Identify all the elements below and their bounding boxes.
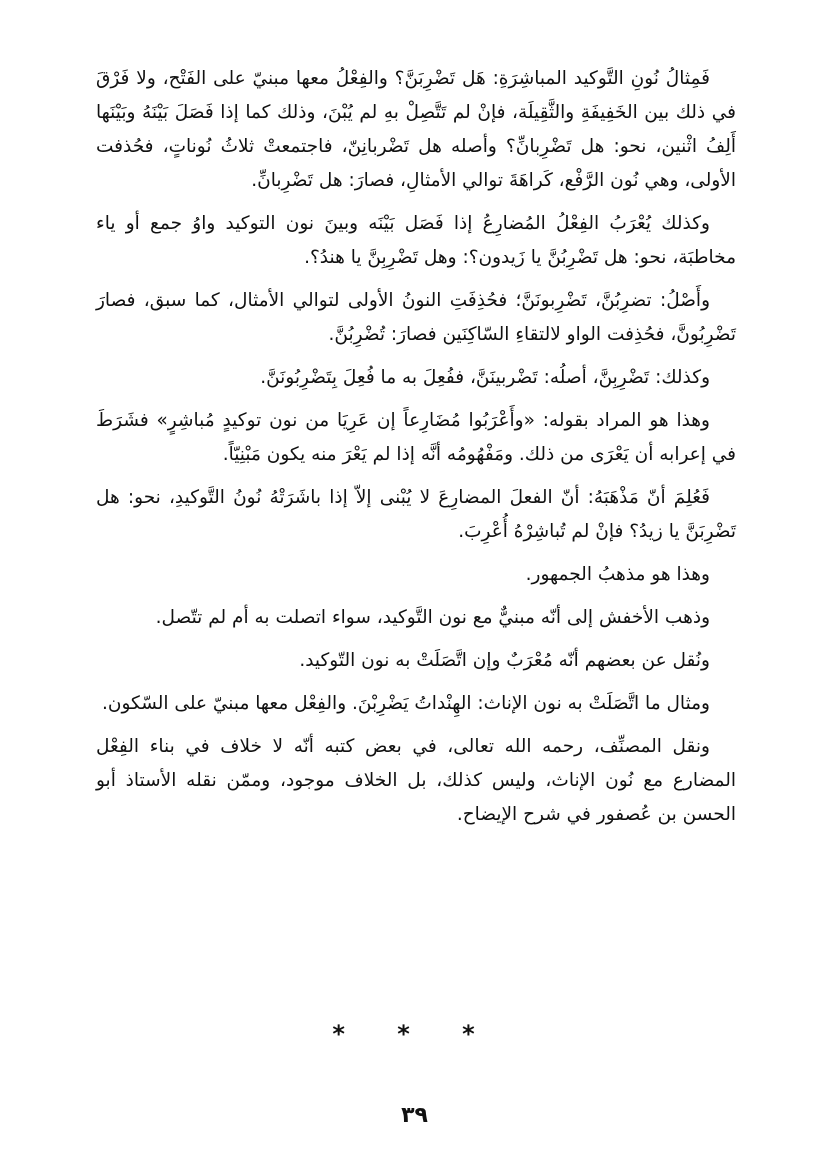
paragraph: وكذلك يُعْرَبُ الفِعْلُ المُضارِعُ إذا فَصَل بَيْنَه وبينَ نون التوكيد واوُ جمع أو ياء مخاطبَة، نحو: هل تَضْرِبُنَّ يا زَيدون؟: وهل تَضْرِبِنَّ يا هندُ؟. [96,213,736,268]
paragraph: وهذا هو مذهبُ الجمهور. [525,564,710,585]
section-separator: * * * [332,1020,497,1048]
paragraph: وكذلك: تَضْرِبِنَّ، أصلُه: تَضْربينَنَّ، ففُعِلَ به ما فُعِلَ بِتَضْرِبُونَنَّ. [260,367,710,388]
paragraph: ونُقل عن بعضهم أنّه مُعْرَبٌ وإن اتَّصَلَتْ به نون التّوكيد. [299,650,710,671]
paragraph: وهذا هو المراد بقوله: «وأَعْرَبُوا مُضَارِعاً إن عَرِيَا من نون توكيدٍ مُباشِرٍ» فشَرَطَ في إعرابه أن يَعْرَى من ذلك. ومَفْهُومُه أنَّه إذا لم يَعْرَ منه يكون مَبْنِيّاً. [96,410,736,465]
paragraph: فَعُلِمَ أنّ مَذْهَبَهُ: أنّ الفعلَ المضارِعَ لا يُبْنى إلاّ إذا باشَرَتْهُ نُونُ التَّوكيدِ، نحو: هل تَضْرِبَنَّ يا زيدُ؟ فإنْ لم تُباشِرْهُ أُعْرِبَ. [96,487,736,542]
paragraph: وأَصْلُ: تضرِبُنَّ، تَضْرِبونَنَّ؛ فحُذِفَتِ النونُ الأولى لتوالي الأمثال، كما سبق، فصارَ تَضْرِبُونَّ، فحُذِفت الواو لالتقاءِ السّاكِنَين فصارَ: تُضْرِبُنَّ. [96,290,736,345]
page-number: ٣٩ [401,1103,428,1128]
paragraph: وذهب الأخفش إلى أنّه مبنيٌّ مع نون التَّوكيد، سواء اتصلت به أم لم تتّصل. [155,607,710,628]
paragraph: ومثال ما اتَّصَلَتْ به نون الإناث: الهِنْداتُ يَضْرِبْنَ. والفِعْل معها مبنيّ على السّكون. [102,693,710,714]
body-text [96,62,736,841]
paragraph: فَمِثالُ نُونِ التَّوكيد المباشِرَةِ: هَل تَضْرِبَنَّ؟ والفِعْلُ معها مبنيّ على الفَتْح، ولا فَرْقَ في ذلك بين الخَفِيفَةِ والثَّقِيلَة، فإنْ لم تَتَّصِلْ بهِ لم يُبْنَ، وذلك كما إذا فَصَلَ بَيْنَهُ وبَيْنَها أَلِفُ اثْنين، نحو: هل تَضْرِبانِّ؟ وأصله هل تَضْربانِنّ، فاجتمعتْ ثلاثُ نُوناتٍ، فحُذفت الأولى، وهي نُون الرَّفْع، كَراهَةَ توالي الأمثالِ، فصارَ: هل تَضْرِبانِّ. [96,68,736,191]
paragraph: ونقل المصنِّف، رحمه الله تعالى، في بعض كتبه أنّه لا خلاف في بناء الفِعْل المضارع مع نُون الإناث، وليس كذلك، بل الخلاف موجود، وممّن نقله الأستاذ أبو الحسن بن عُصفور في شرح الإيضاح. [96,736,736,825]
